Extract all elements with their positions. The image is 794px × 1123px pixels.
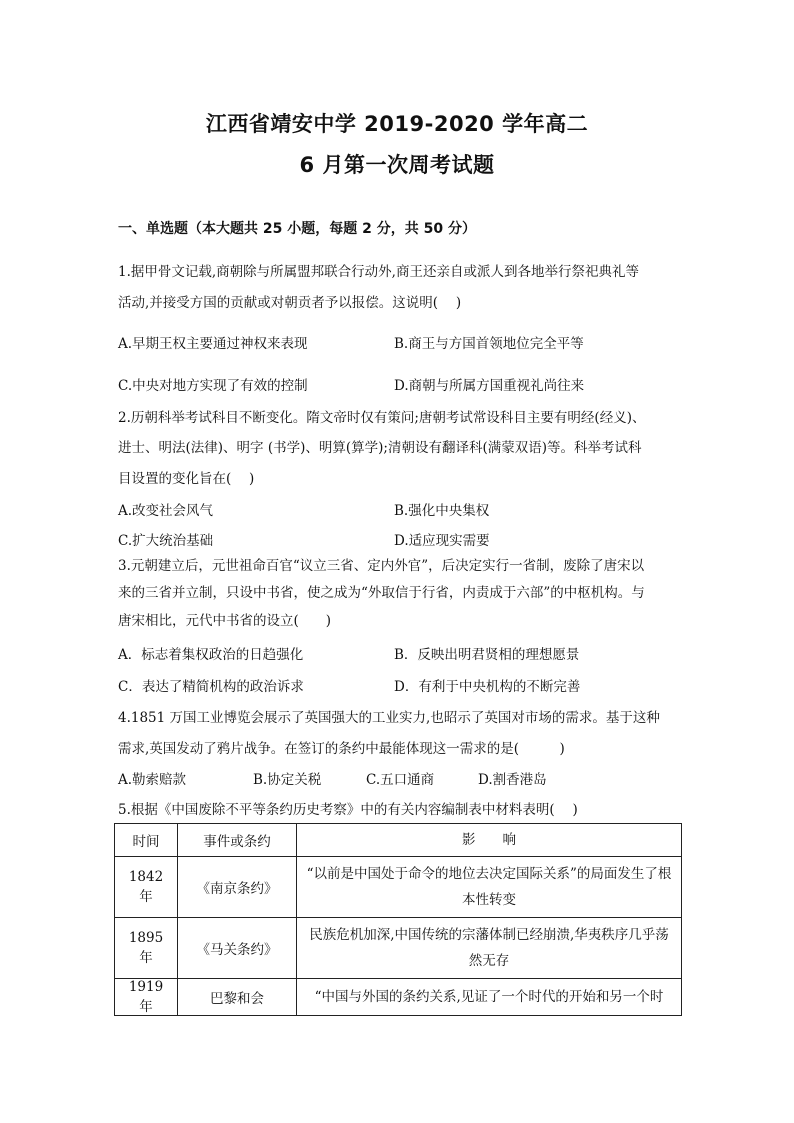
table-header-cell: 时间 [115,824,178,857]
table-cell-time: 1895 年 [115,918,178,979]
q1-option-d: D.商朝与所属方国重视礼尚往来 [394,378,585,394]
table-cell-time: 1842 年 [115,857,178,918]
q3-option-d: D．有利于中央机构的不断完善 [394,679,581,695]
q2-stem-line3: 目设置的变化旨在( ) [118,471,255,487]
q3-stem-line3: 唐宋相比，元代中书省的设立( ) [118,613,332,629]
table-header-cell: 事件或条约 [178,824,297,857]
q3-option-b: B．反映出明君贤相的理想愿景 [394,647,580,663]
table-row [115,979,682,1016]
q1-option-a: A.早期王权主要通过神权来表现 [118,336,308,352]
exam-title: 江西省靖安中学 2019-2020 学年高二 [205,112,589,136]
table-cell-time: 1919 年 [115,979,178,1016]
q4-option-d: D.割香港岛 [478,772,547,788]
q4-option-a: A.勒索赔款 [118,772,187,788]
q1-option-c: C.中央对地方实现了有效的控制 [118,378,308,394]
table-cell-event: 巴黎和会 [178,979,297,1016]
q3-stem-line2: 来的三省并立制，只设中书省，使之成为“外取信于行省，内责成于六部”的中枢机构。与 [118,585,645,601]
q4-stem-line2: 需求,英国发动了鸦片战争。在签订的条约中最能体现这一需求的是( ) [118,741,565,757]
q2-stem-line2: 进士、明法(法律)、明字 (书学)、明算(算学);清朝设有翻译科(满蒙双语)等。科举考试科 [118,440,642,456]
q5-stem-line1: 5.根据《中国废除不平等条约历史考察》中的有关内容编制表中材料表明( ) [118,802,578,818]
q2-option-b: B.强化中央集权 [394,503,490,519]
table-row [115,918,682,979]
q2-stem-line1: 2.历朝科举考试科目不断变化。隋文帝时仅有策问;唐朝考试常设科目主要有明经(经义)、 [118,410,646,426]
table-cell-impact: 民族危机加深,中国传统的宗藩体制已经崩溃,华夷秩序几乎荡然无存 [297,918,682,979]
table-header-row [115,824,682,857]
history-table [114,823,682,1016]
q1-option-b: B.商王与方国首领地位完全平等 [394,336,584,352]
q4-stem-line1: 4.1851 万国工业博览会展示了英国强大的工业实力,也昭示了英国对市场的需求。基于这种 [118,710,660,726]
q3-stem-line1: 3.元朝建立后，元世祖命百官“议立三省、定内外官”，后决定实行一省制，废除了唐宋以 [118,558,645,574]
q3-option-a: A．标志着集权政治的日趋强化 [118,647,304,663]
table-cell-impact: “中国与外国的条约关系,见证了一个时代的开始和另一个时 [297,979,682,1016]
table-cell-event: 《南京条约》 [178,857,297,918]
table-header-cell: 影 响 [297,824,682,857]
q2-option-a: A.改变社会风气 [118,503,214,519]
q2-option-d: D.适应现实需要 [394,533,490,549]
q4-option-b: B.协定关税 [253,772,322,788]
table-cell-impact: “以前是中国处于命令的地位去决定国际关系”的局面发生了根本性转变 [297,857,682,918]
exam-subtitle: 6 月第一次周考试题 [299,153,495,177]
table-cell-event: 《马关条约》 [178,918,297,979]
q4-option-c: C.五口通商 [366,772,435,788]
section-heading: 一、单选题（本大题共 25 小题，每题 2 分，共 50 分） [118,221,476,237]
q1-stem-line2: 活动,并接受方国的贡献或对朝贡者予以报偿。这说明( ) [118,295,462,311]
table-row [115,857,682,918]
q2-option-c: C.扩大统治基础 [118,533,214,549]
q3-option-c: C．表达了精简机构的政治诉求 [118,679,304,695]
q1-stem-line1: 1.据甲骨文记载,商朝除与所属盟邦联合行动外,商王还亲自或派人到各地举行祭祀典礼等 [118,264,639,280]
